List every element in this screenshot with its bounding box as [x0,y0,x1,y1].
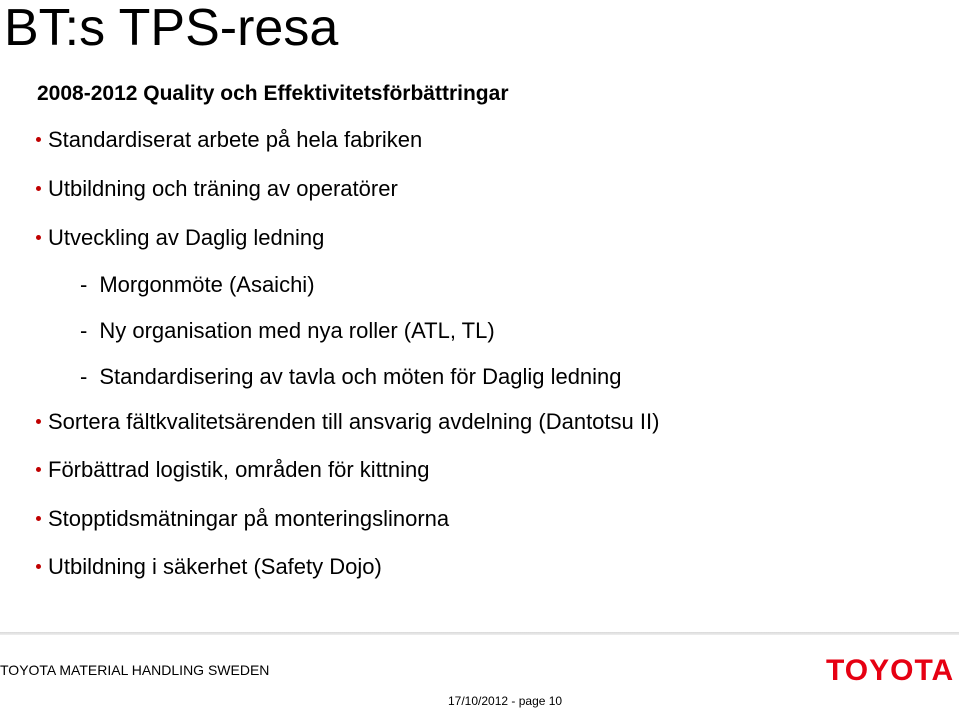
list-item-text: Sortera fältkvalitetsärenden till ansvarig avdelning (Dantotsu II) [48,409,660,434]
bullet-icon [36,467,41,472]
bullet-icon [36,516,41,521]
list-item [36,408,659,436]
list-item-text: Stopptidsmätningar på monteringslinorna [48,506,450,531]
bullet-icon [36,419,41,424]
sub-list-item [80,317,495,345]
bullet-icon [36,186,41,191]
list-item [36,553,382,581]
slide-title: BT:s TPS-resa [4,0,339,57]
sub-list-item-text: Standardisering av tavla och möten för Daglig ledning [99,364,622,389]
footer-page-info: 17/10/2012 - page 10 [448,694,563,708]
list-item-text: Utveckling av Daglig ledning [48,225,325,250]
bullet-icon [36,235,41,240]
list-item-text: Standardiserat arbete på hela fabriken [48,127,423,152]
dash-marker: - [80,272,88,297]
list-item-text: Utbildning och träning av operatörer [48,176,398,201]
dash-marker: - [80,364,88,389]
list-item [36,126,422,154]
list-item-text: Förbättrad logistik, områden för kittning [48,457,430,482]
list-item [36,224,324,252]
sub-list-item-text: Morgonmöte (Asaichi) [99,272,315,297]
list-item [36,456,430,484]
list-item [36,175,398,203]
sub-list-item [80,271,315,299]
footer-divider [0,632,959,635]
toyota-logo: TOYOTA [826,654,955,687]
sub-list-item-text: Ny organisation med nya roller (ATL, TL) [99,318,495,343]
footer-company-name: TOYOTA MATERIAL HANDLING SWEDEN [0,662,270,678]
sub-list-item [80,363,622,391]
bullet-icon [36,564,41,569]
slide-subtitle: 2008-2012 Quality och Effektivitetsförbättringar [37,82,509,105]
list-item-text: Utbildning i säkerhet (Safety Dojo) [48,554,382,579]
dash-marker: - [80,318,88,343]
list-item [36,505,449,533]
bullet-icon [36,137,41,142]
